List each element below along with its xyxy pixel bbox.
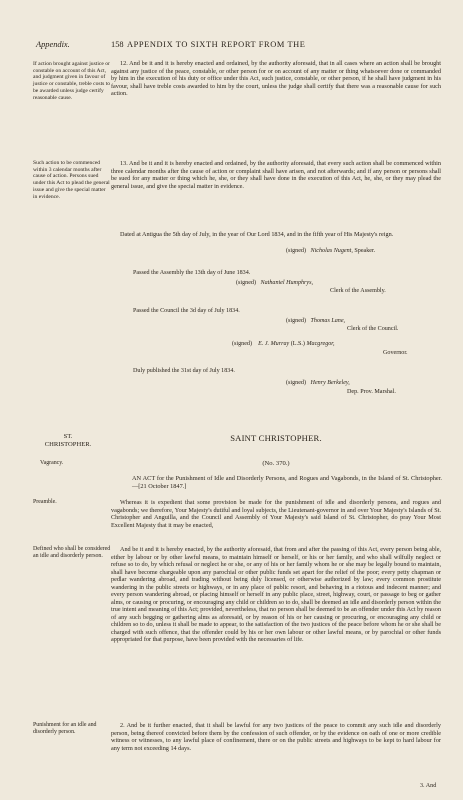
clerk-council-name: Thomas Lane,: [310, 318, 346, 324]
signed-label: (signed): [236, 280, 256, 286]
running-head-left: Appendix.: [36, 40, 70, 49]
signed-clerk-assembly: [236, 280, 313, 287]
margin-section-2: Punishment for an idle and disorderly person.: [33, 722, 97, 735]
passed-council: Passed the Council the 3d day of July 1834.: [133, 308, 240, 314]
section-1-text: [111, 546, 441, 644]
signed-label: (signed): [286, 318, 306, 324]
act-title: AN ACT for the Punishment of Idle and Disorderly Persons, and Rogues and Vagabonds, in the Island of St. Christopher.—[21 October 1847.]: [132, 475, 442, 490]
marshal-name: Henry Berkeley,: [310, 380, 350, 386]
preamble-paragraph: Whereas it is expedient that some provision be made for the punishment of idle and disorderly persons, and rogues and vagabonds; we therefore, Your Majesty's dutiful and loyal subjects, the Lieutenant-governor in and over Your Majesty's Islands of St. Christopher and Anguilla, and the Council and Assembly of Your Majesty's said Island of St. Christopher, do pray Your Most Excellent Majesty that it may be enacted,: [111, 499, 441, 529]
margin-colony-name: ST. CHRISTOPHER.: [44, 433, 92, 448]
signed-label: (signed): [286, 380, 306, 386]
section-2-text: [111, 722, 441, 752]
section-12-text: [111, 60, 441, 98]
signed-speaker: [286, 248, 375, 255]
clerk-assembly-name: Nathaniel Humphrys,: [260, 280, 314, 286]
dated-line: [111, 231, 441, 239]
signed-label: (signed): [232, 341, 252, 347]
signed-label: (signed): [286, 248, 306, 254]
margin-vagrancy: Vagrancy.: [40, 460, 64, 466]
section-1-paragraph: And be it and it is hereby enacted, by the authority aforesaid, that from and after the passing of this Act, every person being able, either by labour or by other lawful means, to maintain himself or herself, or his or her family, and who shall wilfully neglect or refuse so to do, by which refusal or neglect he or she, or any of his or her family whom he or she may be legally bound to maintain, shall have become chargeable upon any parochial or other public funds set apart for the relief of the poor; every petty chapman or pedlar wandering abroad, and trading without being duly licensed, or otherwise authorized by law; every common prostitute wandering in the public streets or highways, or in any place of public resort, and behaving in a riotous and indecent manner; and every person wandering abroad, or placing himself or herself in any public place, street, highway, court, or passage to beg or gather alms, or causing or procuring, or encouraging any child or children so to do, shall be deemed an idle and disorderly person within the true intent and meaning of this Act; provided, nevertheless, that no person shall be deemed to be an offender under this Act by reason of any such begging or gathering alms as aforesaid, or by reason of his or her causing or procuring, or encouraging any child or children so to do, unless it shall be made to appear, to the satisfaction of the two justices of the peace before whom he or she shall be charged with such offence, that the offender could by his or her own labour or other lawful means, or by parochial or other funds appropriated for that purpose, have been provided with the necessaries of life.: [111, 546, 441, 643]
section-13-paragraph: 13. And be it and it is hereby enacted and ordained, by the authority aforesaid, that every such action shall be commenced within three calendar months after the cause of action or complaint shall have arisen, and not afterwards; and if any person or persons shall be sued for any matter or thing which he, she, or they shall have done in the execution of this Act, he, she, or they may plead the general issue, and give the special matter in evidence.: [111, 160, 441, 190]
governor-title: Governor.: [383, 350, 408, 356]
margin-note-section-13: Such action to be commenced within 3 calendar months after cause of action. Persons sued under this Act to plead the general issue and give the special matter in evidence.: [33, 160, 110, 200]
speaker-title: Speaker.: [354, 248, 376, 254]
margin-note-section-12: If action brought against justice or constable on account of this Act, and judgment given in favour of justice or constable, treble costs to be awarded unless judge certify reasonable cause.: [33, 61, 111, 101]
clerk-assembly-title: Clerk of the Assembly.: [330, 288, 386, 294]
margin-preamble: Preamble.: [33, 499, 57, 505]
governor-seal: (L.S.): [290, 341, 305, 347]
signed-governor: [232, 341, 335, 348]
section-2-paragraph: 2. And be it further enacted, that it shall be lawful for any two justices of the peace to commit any such idle and disorderly person, being thereof convicted before them by the confession of such offender, or by the evidence on oath of one or more credible witness or witnesses, to any lawful place of confinement, there or on the public streets and highways to be kept to hard labour for any term not exceeding 14 days.: [111, 722, 441, 752]
running-head-title: APPENDIX TO SIXTH REPORT FROM THE: [127, 40, 306, 49]
colony-heading: SAINT CHRISTOPHER.: [230, 433, 322, 443]
governor-name: E. J. Murray: [258, 341, 290, 347]
clerk-council-title: Clerk of the Council.: [347, 326, 399, 332]
act-number: (No. 370.): [262, 460, 290, 467]
section-12-paragraph: 12. And be it and it is hereby enacted and ordained, by the authority aforesaid, that in all cases where an action shall be brought against any justice of the peace, constable, or other person for or on account of any matter or thing whatsoever done or commanded by him in the execution of his duty or office under this Act, such justice, constable, or other person, if he shall have judgment in his favour, shall have treble costs awarded to him by the court, unless the judge shall certify that there was a reasonable cause for such action.: [111, 60, 441, 97]
governor-name-2: Macgregor,: [306, 341, 335, 347]
speaker-name: Nicholas Nugent,: [310, 248, 353, 254]
margin-section-1: Defined who shall be considered an idle and disorderly person.: [33, 546, 111, 559]
dated-text: Dated at Antigua the 5th day of July, in the year of Our Lord 1834, and in the fifth year of His Majesty's reign.: [120, 231, 394, 238]
page-number: 158: [111, 40, 124, 49]
published-line: Duly published the 31st day of July 1834.: [133, 368, 235, 374]
section-13-text: [111, 160, 441, 190]
marshal-title: Dep. Prov. Marshal.: [347, 389, 396, 395]
signed-marshal: [286, 380, 350, 387]
passed-assembly: Passed the Assembly the 13th day of June 1834.: [133, 270, 251, 276]
preamble-text: [111, 499, 441, 529]
signed-clerk-council: [286, 318, 345, 325]
catchword: 3. And: [420, 783, 437, 789]
